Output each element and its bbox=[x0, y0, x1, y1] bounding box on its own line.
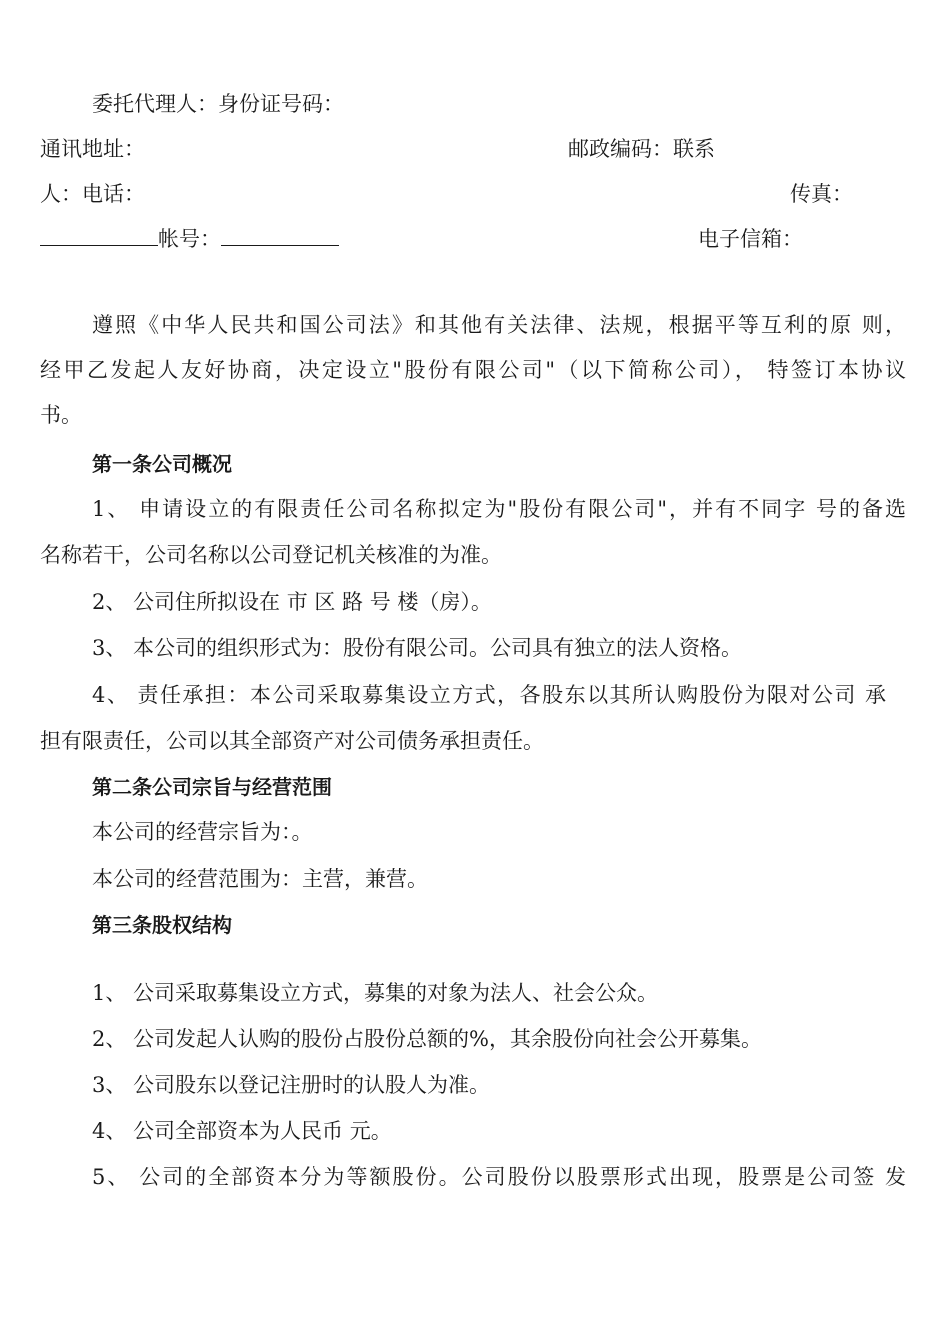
intro-line-3: 书。 bbox=[40, 403, 82, 427]
intro-line-1: 遵照《中华人民共和国公司法》和其他有关法律、法规，根据平等互利的原 则， bbox=[92, 313, 906, 337]
account-line bbox=[40, 227, 339, 251]
agent-line: 委托代理人：身份证号码： bbox=[92, 92, 344, 116]
postcode-label: 邮政编码：联系 bbox=[568, 137, 715, 161]
intro-line-2: 经甲乙发起人友好协商，决定设立"股份有限公司"（以下简称公司）， 特签订本协议 bbox=[40, 358, 906, 382]
account-label: 帐号： bbox=[158, 227, 221, 251]
article3-item4: 4、 公司全部资本为人民币 元。 bbox=[92, 1119, 392, 1143]
article2-scope: 本公司的经营范围为：主营，兼营。 bbox=[92, 867, 428, 891]
blank-underline bbox=[40, 227, 158, 246]
article2-title: 第二条公司宗旨与经营范围 bbox=[92, 775, 332, 799]
email-label: 电子信箱： bbox=[698, 227, 803, 251]
article3-item3: 3、 公司股东以登记注册时的认股人为准。 bbox=[92, 1073, 491, 1097]
article1-title: 第一条公司概况 bbox=[92, 452, 232, 476]
article3-title: 第三条股权结构 bbox=[92, 913, 232, 937]
article1-item1-line1: 1、 申请设立的有限责任公司名称拟定为"股份有限公司"，并有不同字 号的备选 bbox=[92, 497, 906, 521]
contact-label: 人：电话： bbox=[40, 182, 145, 206]
address-label: 通讯地址： bbox=[40, 137, 145, 161]
article1-item2: 2、 公司住所拟设在 市 区 路 号 楼（房）。 bbox=[92, 590, 492, 614]
article2-purpose: 本公司的经营宗旨为：。 bbox=[92, 820, 313, 844]
article3-item5: 5、 公司的全部资本分为等额股份。公司股份以股票形式出现，股票是公司签 发 bbox=[92, 1165, 906, 1189]
article1-item3: 3、 本公司的组织形式为：股份有限公司。公司具有独立的法人资格。 bbox=[92, 636, 743, 660]
article1-item4-line1: 4、 责任承担：本公司采取募集设立方式，各股东以其所认购股份为限对公司 承 bbox=[92, 683, 886, 707]
blank-underline bbox=[221, 227, 339, 246]
article1-item4-line2: 担有限责任，公司以其全部资产对公司债务承担责任。 bbox=[40, 729, 544, 753]
article1-item1-line2: 名称若干，公司名称以公司登记机关核准的为准。 bbox=[40, 543, 502, 567]
article3-item1: 1、 公司采取募集设立方式，募集的对象为法人、社会公众。 bbox=[92, 981, 659, 1005]
fax-label: 传真： bbox=[790, 182, 853, 206]
article3-item2: 2、 公司发起人认购的股份占股份总额的%，其余股份向社会公开募集。 bbox=[92, 1027, 762, 1051]
